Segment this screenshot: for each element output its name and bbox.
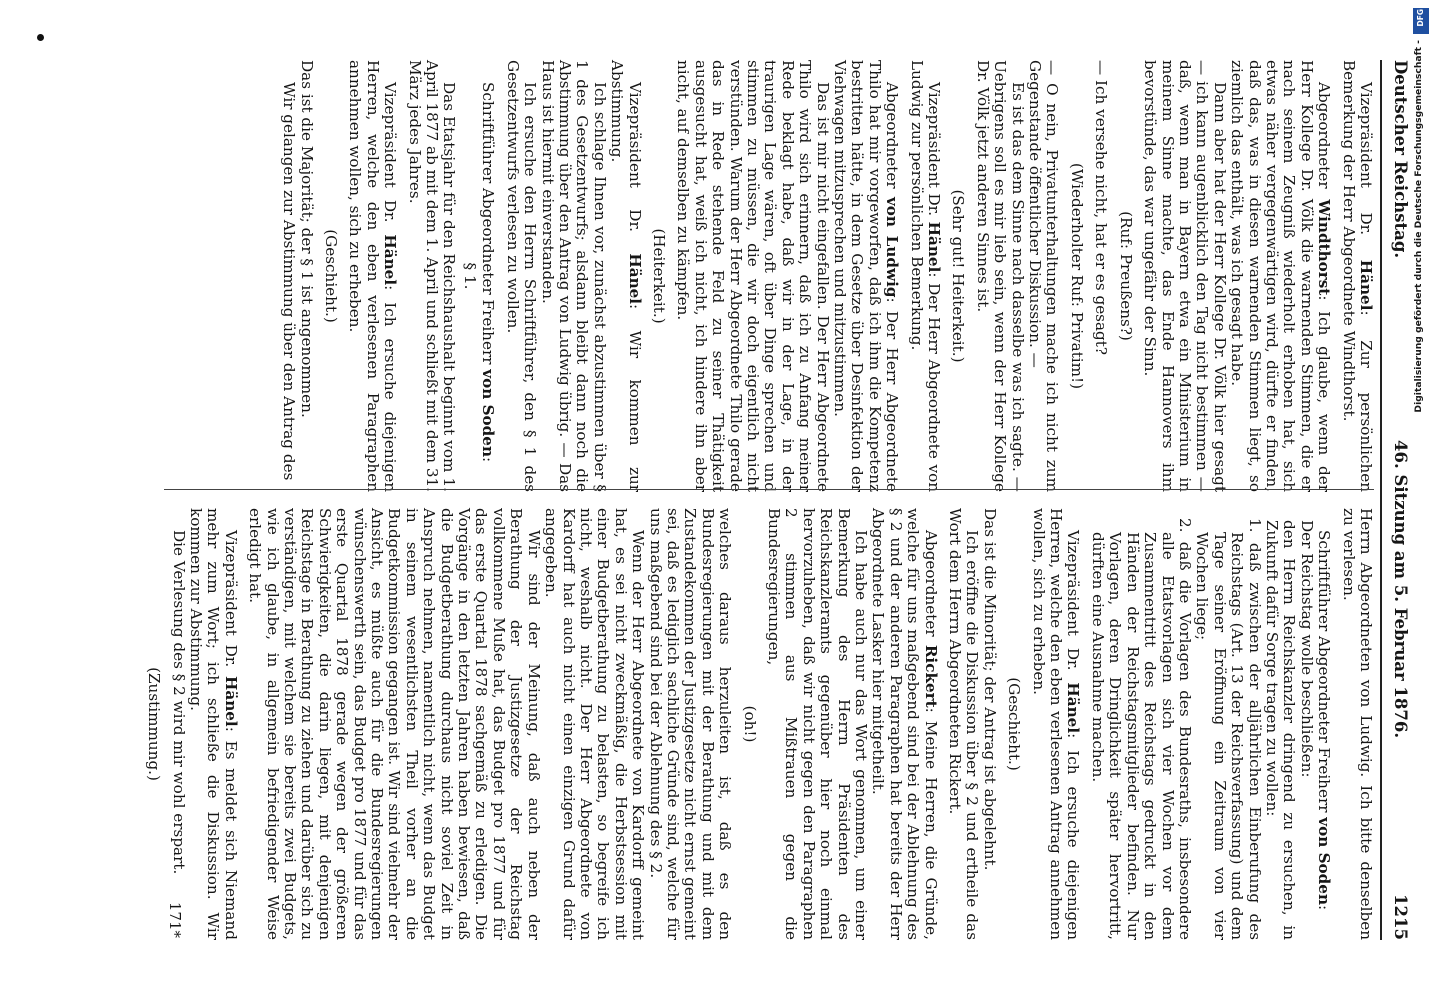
right-column-paragraph: Abgeordneter Rickert: Meine Herren, die Gründe, welche für uns maßgebend sind bei der Ablehnung des § 2 und der anderen Paragraphen hat bereits der Herr Abgeordnete Lasker hier mitgetheilt. [869,508,940,940]
left-column-paragraph: (Wiederholter Ruf: Privatim!) [1067,162,1086,390]
left-column-paragraph: Abgeordneter Windthorst: Ich glaube, wenn der Herr Kollege Dr. Völk die warnenden Stimmen, die er nach seinem Zeugniß wiederholt erhoben hat, sich etwas näher vergegenwärtigen wird, dürfte er finden, daß das, was in diesen warnenden Stimmen liegt, so ziemlich das enthält, was ich gesagt habe. [1228,60,1334,492]
right-column-paragraph: Das ist die Minorität; der Antrag ist abgelehnt. [980,508,999,871]
left-column-paragraph: Vizepräsident Dr. Hänel: Ich ersuche diejenigen Herren, welche den eben verlesenen Paragraphen annehmen wollen, sich zu erheben. [346,60,400,492]
right-column-paragraph: welches daraus herzuleiten ist, daß es den Bundesregierungen mit der Berathung und mit dem Zustandekommen der Justizgesetze nicht ernst gemeint sei, daß es lediglich sachliche Gründe sind, welche für uns maßgebend sind bei der Ablehnung des § 2. [646,508,735,940]
right-column-paragraph: Wir sind der Meinung, daß auch neben der Berathung der Justizgesetze der Reichstag vollkommene Muße hat, das Budget pro 1877 und für das erste Quartal 1878 sachgemäß zu erledigen. Die Vorgänge in den letzten Jahren haben bewiesen, daß die Budgetberathung durchaus nicht soviel Zeit in Anspruch nehmen, namentlich nicht, wenn das Budget in seinem wesentlichsten Theil vorher an die Budgetkommission gegangen ist. Wir sind vielmehr der Ansicht, es müßte auch für die Bundesregierungen wünschenswerth sein, das Budget pro 1877 und für das erste Quartal 1878 gerade wegen der größeren Schwierigkeiten, die darin liegen, mit denjenigen Reichstage in Berathung zu ziehen und darüber sich zu verständigen, mit welchem sie bereits zwei Budgets, wie ich glaube, in allgemein befriedigender Weise erledigt hat. [246,508,543,940]
right-column-paragraph: Wenn der Herr Abgeordnete von Kardorff gemeint hat, es sei nicht zweckmäßig, die Herbstsession mit einer Budgetberathung zu belasten, so begreife ich nicht, weshalb nicht. Der Herr Abgeordnete von Kardorff hat auch nicht einen einzigen Grund dafür angegeben. [542,508,648,940]
left-column-paragraph: (Heiterkeit.) [649,228,668,324]
header-center: 46. Sitzung am 5. Februar 1876. [1391,440,1410,739]
dfg-strip [1410,0,1432,1000]
right-column-paragraph: Vizepräsident Dr. Hänel: Ich ersuche diejenigen Herren, welche den eben verlesenen Antrag annehmen wollen, sich zu erheben. [1029,508,1083,940]
left-column-paragraph: Abgeordneter von Ludwig: Der Herr Abgeordnete Thilo hat mir vorgeworfen, daß ich ihm die Kompetenz bestritten hätte, in dem Gesetze über Desinfektion der Viehwagen mitzusprechen und mitzustimmen. [831,60,902,492]
left-column-paragraph: — O nein, Privatunterhaltungen mache ich nicht zum Gegenstande öffentlicher Diskussion. — [1026,60,1062,492]
left-column-paragraph: (Geschieht.) [322,229,341,323]
dfg-logo-text: DFG [1416,9,1425,27]
right-column-paragraph: (Geschieht.) [1005,677,1024,771]
header-rule [1380,60,1382,940]
left-column-paragraph: (Sehr gut! Heiterkeit.) [949,189,968,363]
left-column-paragraph: Ich schlage Ihnen vor, zunächst abzustimmen über § 1 des Gesetzentwurfs; alsdann bleibt dann noch die Abstimmung über den Antrag von Ludwig übrig. — Das Haus ist hiermit einverstanden. [538,60,609,492]
right-column [145,508,1374,940]
left-column-paragraph: Vizepräsident Dr. Hänel: Wir kommen zur Abstimmung. [608,60,644,492]
right-column-paragraph: Der Reichstag wolle beschließen: [1297,520,1316,778]
left-column-paragraph: — Ich versehe nicht, hat er es gesagt? [1092,60,1111,355]
left-column-paragraph: (Ruf: Preußens?) [1116,211,1135,341]
left-column-paragraph: Das ist mir nicht eingefallen. Der Herr Abgeordnete Thilo wird sich erinnern, daß ich zu Anfang meiner Rede beklagt habe, daß wir in der Lage, in der traurigen Lage wären, oft über Dinge sprechen und stimmen zu müssen, die wir doch eigentlich nicht verstünden. Warum der Herr Abgeordnete Thilo gerade das in Rede stehende Feld zu seiner Thätigkeit ausgesucht hat, weiß ich nicht, ich hindere ihn aber nicht, auf demselben zu kämpfen. [674,60,832,492]
dfg-logo [1413,8,1429,34]
right-column-paragraph: Herrn Abgeordneten von Ludwig. Ich bitte denselben zu verlesen. [1339,508,1375,940]
right-column-paragraph: Vizepräsident Dr. Hänel: Es meldet sich Niemand mehr zum Wort; ich schließe die Diskussion. Wir kommen zur Abstimmung. [187,508,240,940]
right-column-paragraph: Schriftführer Abgeordneter Freiherr von Soden: [1315,530,1334,911]
left-column-paragraph: Schriftführer Abgeordneter Freiherr von Soden: [479,82,498,463]
column-divider [164,489,1374,490]
right-column-paragraph: (oh!) [740,705,759,743]
left-column-paragraph: § 1. [460,262,479,290]
right-column-paragraph: Ich eröffne die Diskussion über § 2 und ertheile das Wort dem Herrn Abgeordneten Rickert. [946,508,982,940]
margin-dot [37,34,44,41]
header-left: Deutscher Reichstag. [1391,60,1410,259]
left-column-paragraph: Das ist die Majorität; der § 1 ist angenommen. [297,60,316,418]
dfg-notice: Digitalisierung gefördert durch die Deutsche Forschungsgemeinschaft - [1413,40,1424,413]
left-column-paragraph: Das Etatsjahr für den Reichshaushalt beginnt vom 1. April 1877 ab mit dem 1. April und schließt mit dem 31. März jedes Jahres. [405,60,459,492]
sheet-mark: 171* [166,901,184,938]
left-column-paragraph: Vizepräsident Dr. Hänel: Der Herr Abgeordnete von Ludwig zur persönlichen Bemerkung. [907,60,944,492]
right-column-paragraph: Die Verlesung des § 2 wird mir wohl erspart. [169,530,188,875]
left-column-paragraph: Es ist das dem Sinne nach dasselbe was ich sagte. — Uebrigens soll es mir lieb sein, wenn der Herr Kollege Dr. Völk jetzt anderen Sinnes ist. [973,60,1027,492]
right-column-paragraph: den Herrn Reichskanzler dringend zu ersuchen, in Zukunft dafür Sorge tragen zu wollen: [1262,520,1299,940]
right-column-paragraph: Ich habe auch nur das Wort genommen, um einer Bemerkung des Herrn Präsidenten des Reichskanzleramts gegenüber hier noch einmal hervorzuheben, daß wir nicht gegen den Paragraphen 2 stimmen aus Mißtrauen gegen die Bundesregierungen, [765,508,871,940]
right-column-paragraph: 1. daß zwischen der alljährlichen Einberufung des Reichstags (Art. 13 der Reichsverfassung) und dem Tage seiner Eröffnung ein Zeitraum von vier Wochen liege; [1193,518,1264,940]
left-column [280,60,1374,492]
right-column-paragraph: 2. daß die Vorlagen des Bundesraths, insbesondere alle Etatsvorlagen sich vier Wochen vor dem Zusammentritt des Reichstags gedruckt in den Händen der Reichstagsmitglieder befinden. Nur Vorlagen, deren Dringlichkeit später hervortritt, dürften eine Ausnahme machen. [1088,518,1194,940]
left-column-paragraph: Vizepräsident Dr. Hänel: Zur persönlichen Bemerkung der Herr Abgeordnete Windthorst. [1339,60,1375,492]
left-column-paragraph: Ich ersuche den Herrn Schriftführer, den § 1 des Gesetzentwurfs verlesen zu wollen. [503,60,540,492]
left-column-paragraph: Wir gelangen zur Abstimmung über den Antrag des [280,82,299,481]
right-column-paragraph: (Zustimmung.) [145,667,164,781]
page-number: 1215 [1391,894,1410,940]
left-column-paragraph: Dann aber hat der Herr Kollege Dr. Völk hier gesagt — ich kann augenblicklich den Tag nicht bestimmen — daß, wenn man in Bayern etwa ein Ministerium in meinem Sinne machte, das Ende Hannovers ihm bevorstünde, das war ungefähr der Sinn. [1141,60,1229,492]
